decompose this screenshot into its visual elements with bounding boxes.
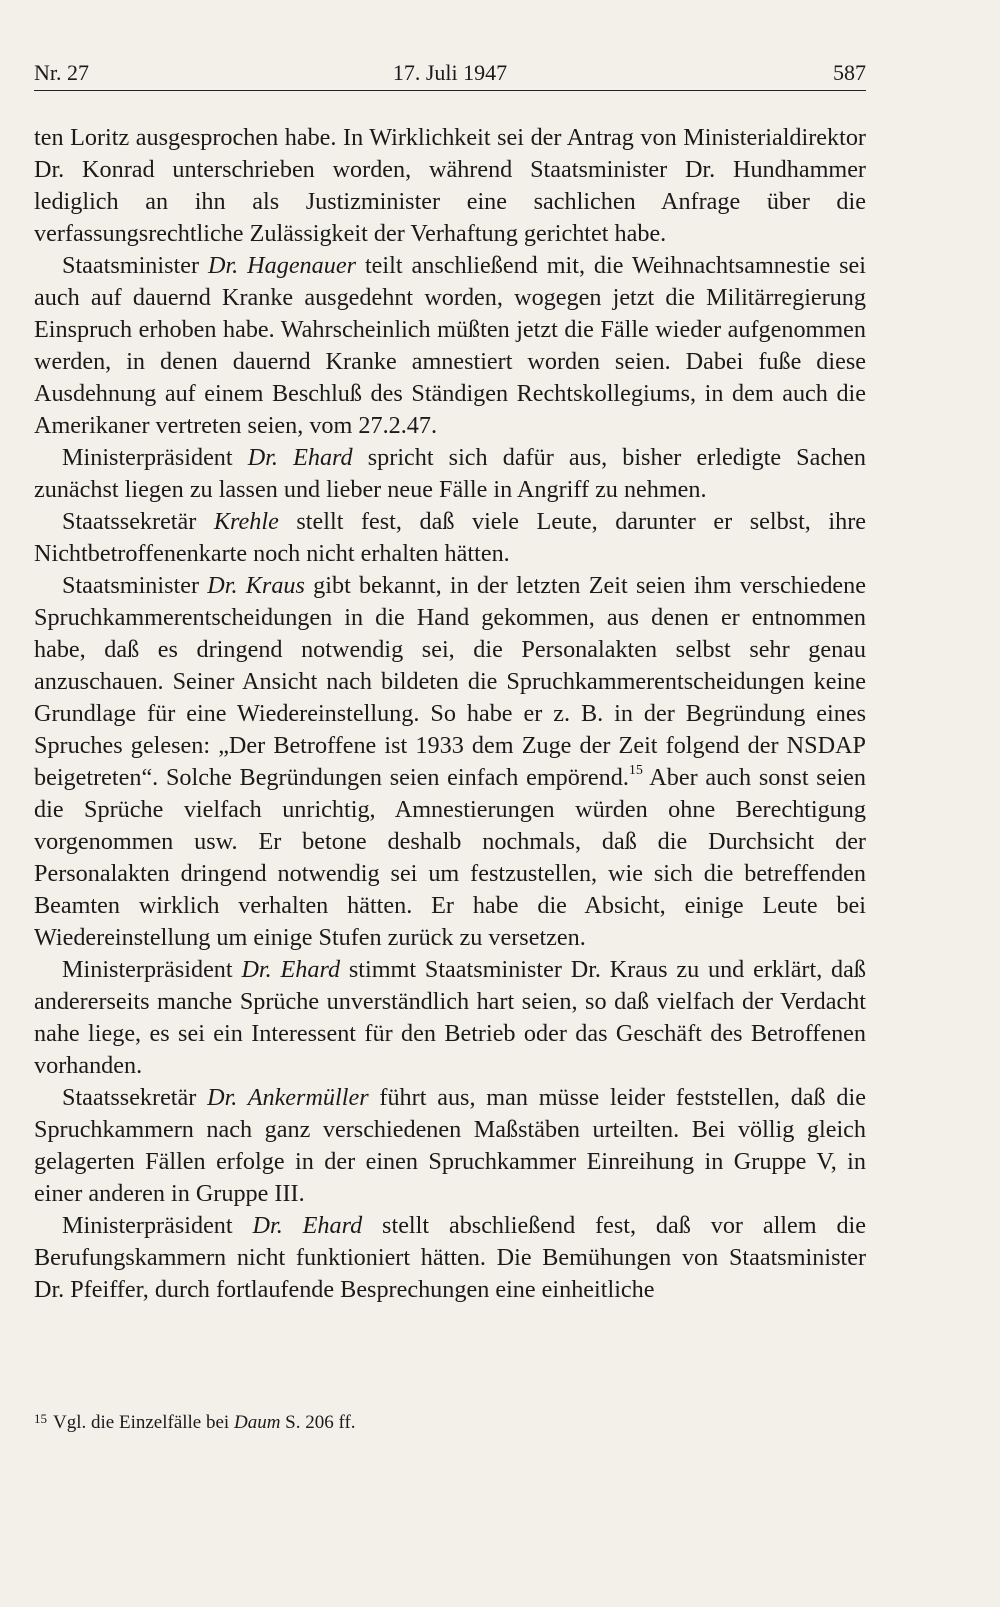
speaker-name: Dr. Ehard	[252, 1212, 363, 1239]
footnote: $^{15}$ Vgl. die Einzelfälle bei Daum S. 206 ff.	[34, 1411, 356, 1433]
paragraph: Staatssekretär Krehle stellt fest, daß viele Leute, darunter er selbst, ihre Nichtbetroffenenkarte noch nicht erhalten hätten.	[34, 508, 866, 567]
footnote-number: 15	[34, 1411, 47, 1426]
paragraph: ten Loritz ausgesprochen habe. In Wirklichkeit sei der Antrag von Ministerialdirektor Dr. Konrad unterschrieben worden, während Staatsminister Dr. Hundhammer lediglich an ihn als Justizminister eine sachlichen Anfrage über die verfassungsrechtliche Zulässigkeit der Verhaftung gerichtet habe.	[34, 124, 866, 247]
speaker-name: Dr. Ankermüller	[207, 1084, 369, 1111]
paragraph: Ministerpräsident Dr. Ehard spricht sich dafür aus, bisher erledigte Sachen zunächst liegen zu lassen und lieber neue Fälle in Angriff zu nehmen.	[34, 444, 867, 503]
running-header	[34, 56, 866, 91]
footnote-author: Daum	[233, 1412, 281, 1433]
paragraph: Staatsminister Dr. Kraus gibt bekannt, in der letzten Zeit seien ihm verschiedene Spruchkammerentscheidungen in die Hand gekommen, aus denen er entnommen habe, daß es dringend notwendig sei, die Personalakten selbst sehr genau anzuschauen. Seiner Ansicht nach bildeten die Spruchkammerentscheidungen keine Grundlage für eine Wiedereinstellung. So habe er z. B. in der Begründung eines Spruches gelesen: „Der Betroffene ist 1933 dem Zuge der Zeit folgend der NSDAP beigetreten“. Solche Begründungen seien einfach empörend.$^{15}$ Aber auch sonst seien die Sprüche vielfach unrichtig, Amnestierungen würden ohne Berechtigung vorgenommen usw. Er betone deshalb nochmals, daß die Durchsicht der Personalakten dringend notwendig sei um festzustellen, wie sich die betreffenden Beamten wirklich verhalten hätten. Er habe die Absicht, einige Leute bei Wiedereinstellung um einige Stufen zurück zu versetzen.	[34, 572, 867, 951]
issue-number: Nr. 27	[34, 60, 89, 85]
paragraph: Ministerpräsident Dr. Ehard stimmt Staatsminister Dr. Kraus zu und erklärt, daß andererseits manche Sprüche unverständlich hart seien, so daß vielfach der Verdacht nahe liege, es sei ein Interessent für den Betrieb oder das Geschäft des Betroffenen vorhanden.	[34, 956, 866, 1079]
body-text	[34, 122, 866, 1306]
paragraph: Staatsminister Dr. Hagenauer teilt anschließend mit, die Weihnachtsamnestie sei auch auf dauernd Kranke ausgedehnt worden, wogegen jetzt die Militärregierung Einspruch erhoben habe. Wahrscheinlich müßten jetzt die Fälle wieder aufgenommen werden, in denen dauernd Kranke amnestiert worden seien. Dabei fuße diese Ausdehnung auf einem Beschluß des Ständigen Rechtskollegiums, in dem auch die Amerikaner vertreten seien, vom 27.2.47.	[34, 252, 866, 439]
page-number: 587	[833, 60, 866, 85]
speaker-name: Krehle	[213, 508, 279, 535]
paragraph: Staatssekretär Dr. Ankermüller führt aus, man müsse leider feststellen, daß die Spruchkammern nach ganz verschiedenen Maßstäben urteilten. Bei völlig gleich gelagerten Fällen erfolge in der einen Spruchkammer Einreihung in Gruppe V, in einer anderen in Gruppe III.	[34, 1084, 866, 1207]
speaker-name: Dr. Hagenauer	[207, 252, 356, 279]
footnote-reference[interactable]: 15	[628, 763, 643, 778]
speaker-name: Dr. Ehard	[247, 444, 353, 471]
paragraph: Ministerpräsident Dr. Ehard stellt abschließend fest, daß vor allem die Berufungskammern nicht funktioniert hätten. Die Bemühungen von Staatsminister Dr. Pfeiffer, durch fortlaufende Besprechungen eine einheitliche	[34, 1212, 866, 1303]
speaker-name: Dr. Kraus	[207, 572, 305, 599]
header-date: 17. Juli 1947	[392, 60, 508, 85]
speaker-name: Dr. Ehard	[241, 956, 341, 983]
